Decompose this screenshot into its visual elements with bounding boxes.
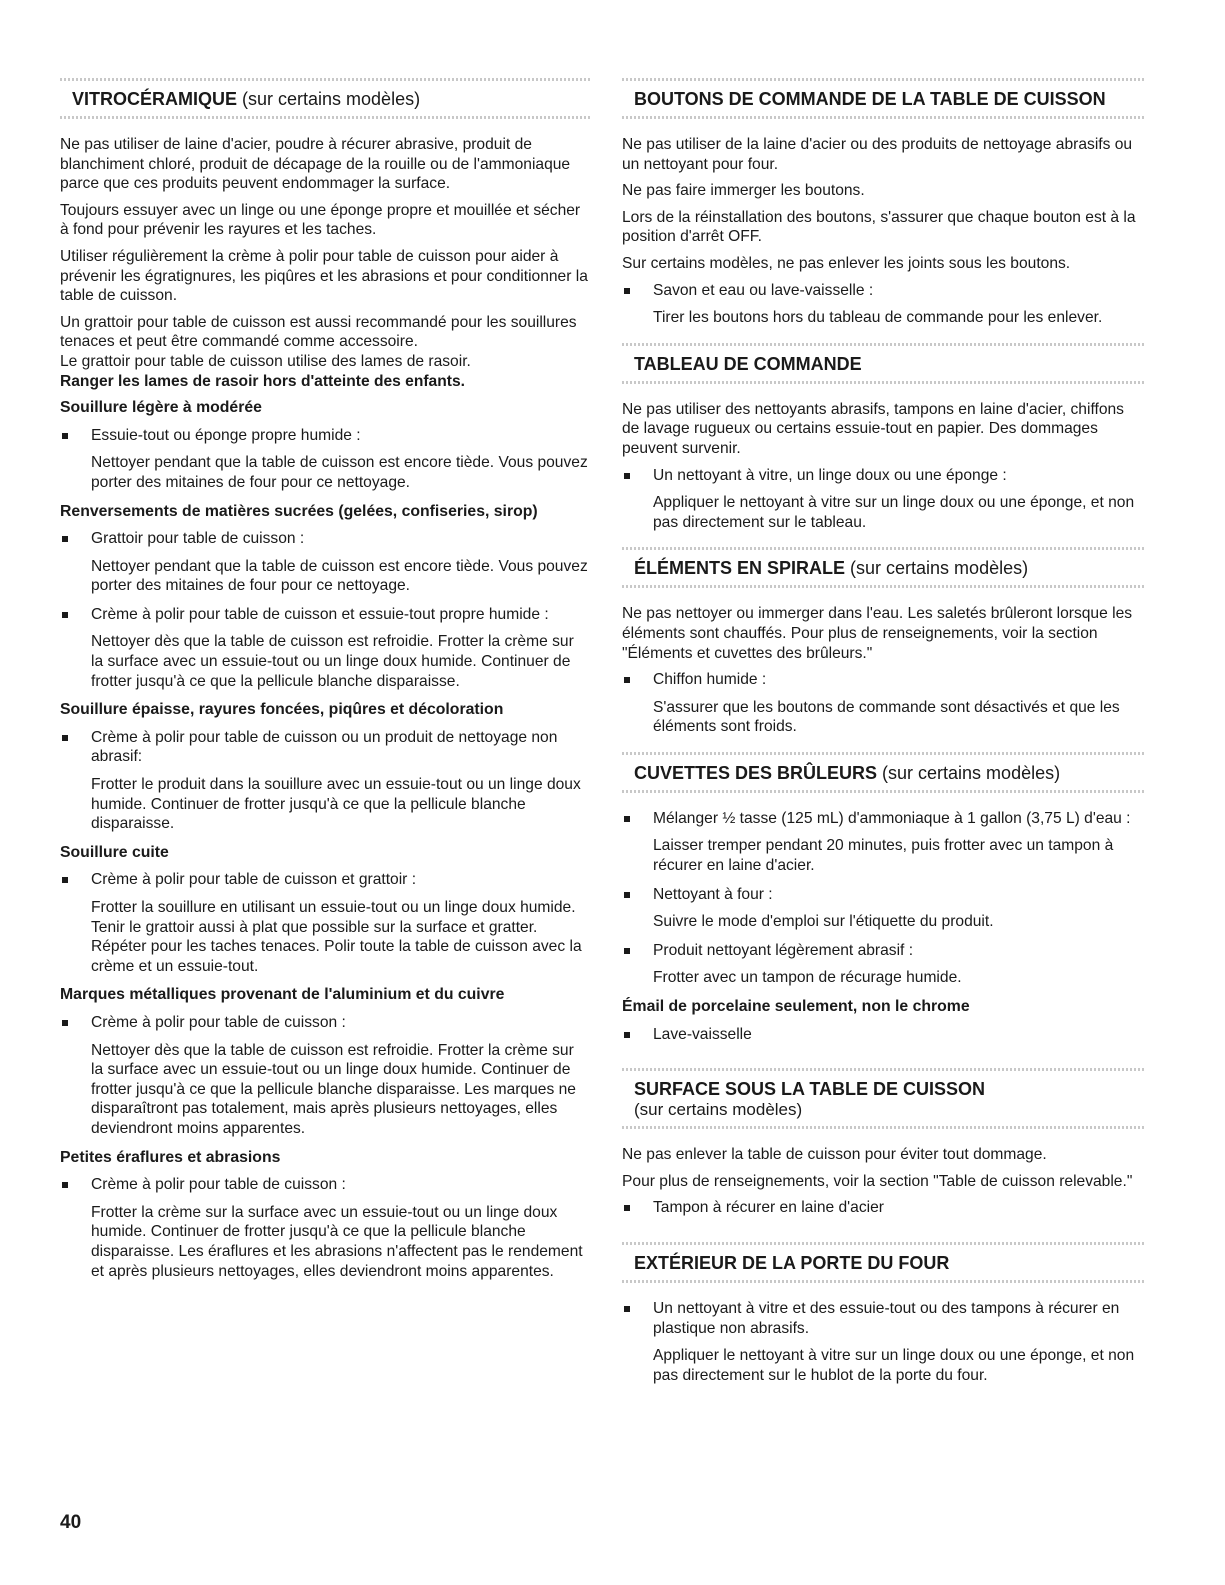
bullet-item: Crème à polir pour table de cuisson et essuie-tout propre humide : — [60, 605, 590, 625]
instruction-text: Tirer les boutons hors du tableau de commande pour les enlever. — [653, 309, 1103, 327]
instruction-text: Appliquer le nettoyant à vitre sur un linge doux ou une éponge, et non pas directement sur le tableau. — [653, 494, 1135, 531]
instruction-text: Laisser tremper pendant 20 minutes, puis frotter avec un tampon à récurer en laine d'acier. — [653, 837, 1114, 875]
section-title: CUVETTES DES BRÛLEURS — [634, 762, 878, 783]
section-header-coil-elements — [622, 541, 1145, 594]
bullet-item: Crème à polir pour table de cuisson : — [60, 1013, 590, 1033]
bullet-item: Lave-vaisselle — [622, 1025, 1145, 1045]
instruction-text: S'assurer que les boutons de commande sont désactivés et que les éléments sont froids. — [653, 698, 1120, 736]
left-column — [60, 72, 590, 1290]
section-note: (sur certains modèles) — [237, 89, 421, 109]
instruction-text: Nettoyer dès que la table de cuisson est refroidie. Frotter la crème sur la surface avec un essuie-tout ou un linge doux humide. Continuer de frotter jusqu'à ce que la pellicule blanche disparaisse. — [91, 633, 574, 690]
instruction-text: Appliquer le nettoyant à vitre sur un linge doux ou une éponge, et non pas directement sur le hublot de la porte du four. — [653, 1347, 1135, 1384]
bullet-item: Savon et eau ou lave-vaisselle : — [622, 281, 1145, 301]
section-header-knobs — [622, 72, 1145, 125]
section-note: (sur certains modèles) — [845, 558, 1029, 579]
section-title: SURFACE SOUS LA TABLE DE CUISSON — [634, 1079, 986, 1100]
instruction-text: Nettoyer dès que la table de cuisson est refroidie. Frotter la crème sur la surface avec un essuie-tout ou un linge doux humide. Continuer de frotter jusqu'à ce que la pellicule blanche disparaisse. Les marques ne disparaîtront pas totalement, mais après plusieurs nettoyages, elles deviendront moins apparentes. — [91, 1041, 576, 1137]
bullet-item: Crème à polir pour table de cuisson ou un produit de nettoyage non abrasif: — [60, 728, 590, 767]
subheading: Petites éraflures et abrasions — [60, 1148, 281, 1166]
paragraph: Le grattoir pour table de cuisson utilise des lames de rasoir. — [60, 352, 471, 370]
instruction-text: Frotter avec un tampon de récurage humide. — [653, 969, 962, 987]
paragraph: Ne pas nettoyer ou immerger dans l'eau. Les saletés brûleront lorsque les éléments sont chauffés. Pour plus de renseignements, voir la section "Éléments et cuvettes des brûleurs." — [622, 605, 1133, 662]
paragraph: Utiliser régulièrement la crème à polir pour table de cuisson pour aider à prévenir les égratignures, les piqûres et les abrasions et pour conditionner la table de cuisson. — [60, 247, 588, 305]
paragraph: Pour plus de renseignements, voir la section "Table de cuisson relevable." — [622, 1172, 1133, 1190]
paragraph: Ne pas enlever la table de cuisson pour éviter tout dommage. — [622, 1146, 1047, 1164]
bullet-item: Essuie-tout ou éponge propre humide : — [60, 426, 590, 446]
instruction-text: Suivre le mode d'emploi sur l'étiquette du produit. — [653, 913, 994, 931]
section-note: (sur certains modèles) — [634, 1100, 803, 1120]
bullet-item: Un nettoyant à vitre et des essuie-tout ou des tampons à récurer en plastique non abrasifs. — [622, 1299, 1145, 1338]
right-column — [622, 72, 1145, 1394]
bullet-item: Crème à polir pour table de cuisson et grattoir : — [60, 870, 590, 890]
bullet-item: Tampon à récurer en laine d'acier — [622, 1198, 1145, 1218]
paragraph: Sur certains modèles, ne pas enlever les joints sous les boutons. — [622, 254, 1071, 272]
paragraph: Un grattoir pour table de cuisson est aussi recommandé pour les souillures tenaces et peut être commandé comme accessoire. — [60, 313, 577, 351]
bullet-item: Grattoir pour table de cuisson : — [60, 529, 590, 549]
subheading: Émail de porcelaine seulement, non le chrome — [622, 998, 970, 1016]
section-note: (sur certains modèles) — [877, 762, 1061, 783]
subheading: Renversements de matières sucrées (gelées, confiseries, sirop) — [60, 502, 538, 520]
section-header-vitroceramique — [60, 72, 590, 125]
paragraph: Ne pas utiliser des nettoyants abrasifs, tampons en laine d'acier, chiffons de lavage rugueux ou certains essuie-tout en papier. Des dommages peuvent survenir. — [622, 400, 1124, 457]
subheading: Souillure légère à modérée — [60, 399, 262, 417]
subheading: Souillure cuite — [60, 843, 169, 861]
bullet-item: Produit nettoyant légèrement abrasif : — [622, 941, 1145, 961]
section-header-under-cooktop — [622, 1062, 1145, 1135]
subheading: Marques métalliques provenant de l'aluminium et du cuivre — [60, 986, 505, 1004]
instruction-text: Nettoyer pendant que la table de cuisson est encore tiède. Vous pouvez porter des mitaines de four pour ce nettoyage. — [91, 454, 588, 491]
warning-text: Ranger les lames de rasoir hors d'atteinte des enfants. — [60, 372, 465, 390]
section-title: VITROCÉRAMIQUE — [72, 89, 238, 109]
paragraph: Ne pas utiliser de la laine d'acier ou des produits de nettoyage abrasifs ou un nettoyant pour four. — [622, 136, 1133, 173]
instruction-text: Frotter le produit dans la souillure avec un essuie-tout ou un linge doux humide. Continuer de frotter jusqu'à ce que la pellicule blanche disparaisse. — [91, 776, 581, 833]
bullet-item: Nettoyant à four : — [622, 885, 1145, 905]
bullet-item: Crème à polir pour table de cuisson : — [60, 1175, 590, 1195]
subheading: Souillure épaisse, rayures foncées, piqûres et décoloration — [60, 701, 504, 719]
paragraph: Toujours essuyer avec un linge ou une éponge propre et mouillée et sécher à fond pour prévenir les rayures et les taches. — [60, 201, 581, 239]
bullet-item: Mélanger ½ tasse (125 mL) d'ammoniaque à 1 gallon (3,75 L) d'eau : — [622, 809, 1145, 829]
section-title: TABLEAU DE COMMANDE — [634, 353, 862, 374]
section-header-control-panel — [622, 337, 1145, 390]
paragraph: Lors de la réinstallation des boutons, s'assurer que chaque bouton est à la position d'arrêt OFF. — [622, 208, 1136, 246]
section-title: BOUTONS DE COMMANDE DE LA TABLE DE CUISSON — [634, 89, 1106, 109]
section-title: EXTÉRIEUR DE LA PORTE DU FOUR — [634, 1253, 950, 1273]
instruction-text: Frotter la crème sur la surface avec un essuie-tout ou un linge doux humide. Continuer de frotter jusqu'à ce que la pellicule blanche disparaisse. Les éraflures et les abrasions n'affectent pas le rendement et après plusieurs nettoyages, elles deviendront moins apparentes. — [91, 1203, 583, 1280]
paragraph: Ne pas utiliser de laine d'acier, poudre à récurer abrasive, produit de blanchiment chloré, produit de décapage de la rouille ou de l'ammoniaque parce que ces produits peuvent endommager la surface. — [60, 136, 571, 193]
paragraph: Ne pas faire immerger les boutons. — [622, 182, 865, 200]
section-header-oven-door — [622, 1236, 1145, 1289]
bullet-item: Chiffon humide : — [622, 670, 1145, 690]
instruction-text: Frotter la souillure en utilisant un essuie-tout ou un linge doux humide. Tenir le grattoir aussi à plat que possible sur la surface et gratter. Répéter pour les taches tenaces. Polir toute la table de cuisson avec la crème et un essuie-tout. — [91, 899, 582, 975]
section-header-burner-bowls — [622, 746, 1145, 799]
section-title: ÉLÉMENTS EN SPIRALE — [634, 558, 846, 579]
instruction-text: Nettoyer pendant que la table de cuisson est encore tiède. Vous pouvez porter des mitaines de four pour ce nettoyage. — [91, 557, 588, 595]
page-number: 40 — [60, 1512, 82, 1533]
bullet-item: Un nettoyant à vitre, un linge doux ou une éponge : — [622, 466, 1145, 486]
